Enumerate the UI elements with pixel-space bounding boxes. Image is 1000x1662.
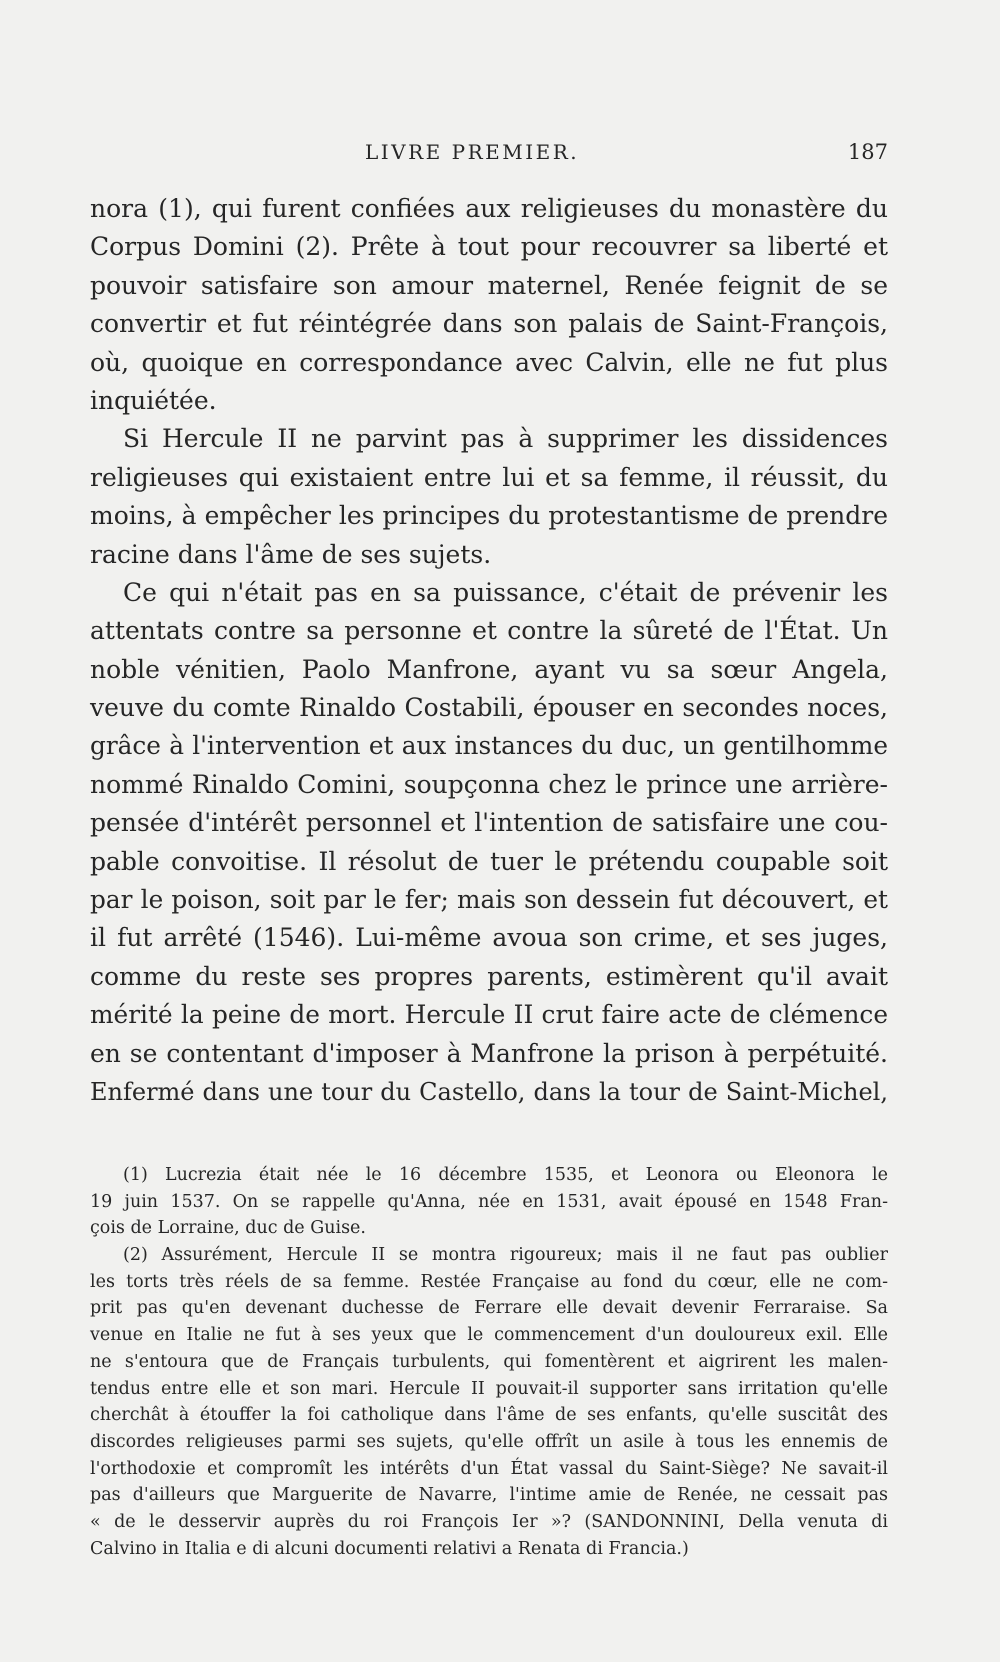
running-title: LIVRE PREMIER.	[365, 140, 580, 164]
footnote-line: « de le desservir auprès du roi François Ier »? (SANDONNINI, Della venuta di	[90, 1511, 888, 1532]
body-line: où, quoique en correspondance avec Calvin, elle ne fut plus	[90, 347, 888, 377]
body-line: veuve du comte Rinaldo Costabili, épouser en secondes noces,	[90, 693, 888, 723]
footnote-line: pas d'ailleurs que Marguerite de Navarre, l'intime amie de Renée, ne cessait pas	[90, 1485, 888, 1506]
footnote-line: venue en Italie ne fut à ses yeux que le commencement d'un douloureux exil. Elle	[90, 1325, 888, 1346]
body-line: inquiétée.	[90, 385, 217, 415]
body-line: noble vénitien, Paolo Manfrone, ayant vu sa sœur Angela,	[90, 654, 888, 684]
body-line: en se contentant d'imposer à Manfrone la prison à perpétuité.	[90, 1038, 888, 1068]
footnote-line: discordes religieuses parmi ses sujets, qu'elle offrît un asile à tous les ennemis de	[90, 1431, 888, 1452]
body-line: comme du reste ses propres parents, estimèrent qu'il avait	[90, 961, 888, 991]
footnote-line: 19 juin 1537. On se rappelle qu'Anna, née en 1531, avait épousé en 1548 Fran-	[90, 1191, 888, 1212]
footnote-line: prit pas qu'en devenant duchesse de Ferrare elle devait devenir Ferraraise. Sa	[90, 1298, 888, 1319]
footnote-line: l'orthodoxie et compromît les intérêts d'un État vassal du Saint-Siège? Ne savait-il	[90, 1458, 888, 1479]
footnotes	[90, 1162, 888, 1562]
body-line: Ce qui n'était pas en sa puissance, c'était de prévenir les	[123, 577, 888, 607]
footnote-line: (2) Assurément, Hercule II se montra rigoureux; mais il ne faut pas oublier	[123, 1245, 888, 1266]
body-text	[90, 190, 888, 1111]
footnote-line: Calvino in Italia e di alcuni documenti relativi a Renata di Francia.)	[90, 1538, 689, 1559]
body-line: attentats contre sa personne et contre la sûreté de l'État. Un	[90, 616, 888, 646]
body-line: nommé Rinaldo Comini, soupçonna chez le prince une arrière-	[90, 769, 888, 799]
footnote-line: les torts très réels de sa femme. Restée Française au fond du cœur, elle ne com-	[90, 1271, 888, 1292]
body-line: pable convoitise. Il résolut de tuer le prétendu coupable soit	[90, 846, 888, 876]
body-line: racine dans l'âme de ses sujets.	[90, 539, 492, 569]
body-line: pensée d'intérêt personnel et l'intention de satisfaire une cou-	[90, 808, 888, 838]
body-line: il fut arrêté (1546). Lui-même avoua son crime, et ses juges,	[90, 923, 888, 953]
body-line: convertir et fut réintégrée dans son palais de Saint-François,	[90, 309, 888, 339]
body-line: grâce à l'intervention et aux instances du duc, un gentilhomme	[90, 731, 888, 761]
body-line: par le poison, soit par le fer; mais son dessein fut découvert, et	[90, 885, 888, 915]
body-line: religieuses qui existaient entre lui et sa femme, il réussit, du	[90, 462, 888, 492]
body-line: Si Hercule II ne parvint pas à supprimer les dissidences	[123, 424, 888, 454]
body-line: moins, à empêcher les principes du protestantisme de prendre	[90, 501, 888, 531]
body-line: Corpus Domini (2). Prête à tout pour recouvrer sa liberté et	[90, 232, 888, 262]
footnote-line: cherchât à étouffer la foi catholique dans l'âme de ses enfants, qu'elle suscitât des	[90, 1405, 888, 1426]
page-number: 187	[847, 140, 888, 164]
footnote-line: (1) Lucrezia était née le 16 décembre 1535, et Leonora ou Eleonora le	[123, 1165, 888, 1185]
body-line: mérité la peine de mort. Hercule II crut faire acte de clémence	[90, 1000, 888, 1030]
footnote-line: ne s'entoura que de Français turbulents, qui fomentèrent et aigrirent les malen-	[90, 1351, 888, 1372]
body-line: Enfermé dans une tour du Castello, dans la tour de Saint-Michel,	[90, 1077, 888, 1106]
page-header	[90, 140, 888, 170]
footnote-line: çois de Lorraine, duc de Guise.	[90, 1218, 366, 1239]
footnote-line: tendus entre elle et son mari. Hercule II pouvait-il supporter sans irritation qu'elle	[90, 1378, 888, 1399]
body-line: nora (1), qui furent confiées aux religieuses du monastère du	[90, 194, 888, 223]
body-line: pouvoir satisfaire son amour maternel, Renée feignit de se	[90, 270, 888, 300]
